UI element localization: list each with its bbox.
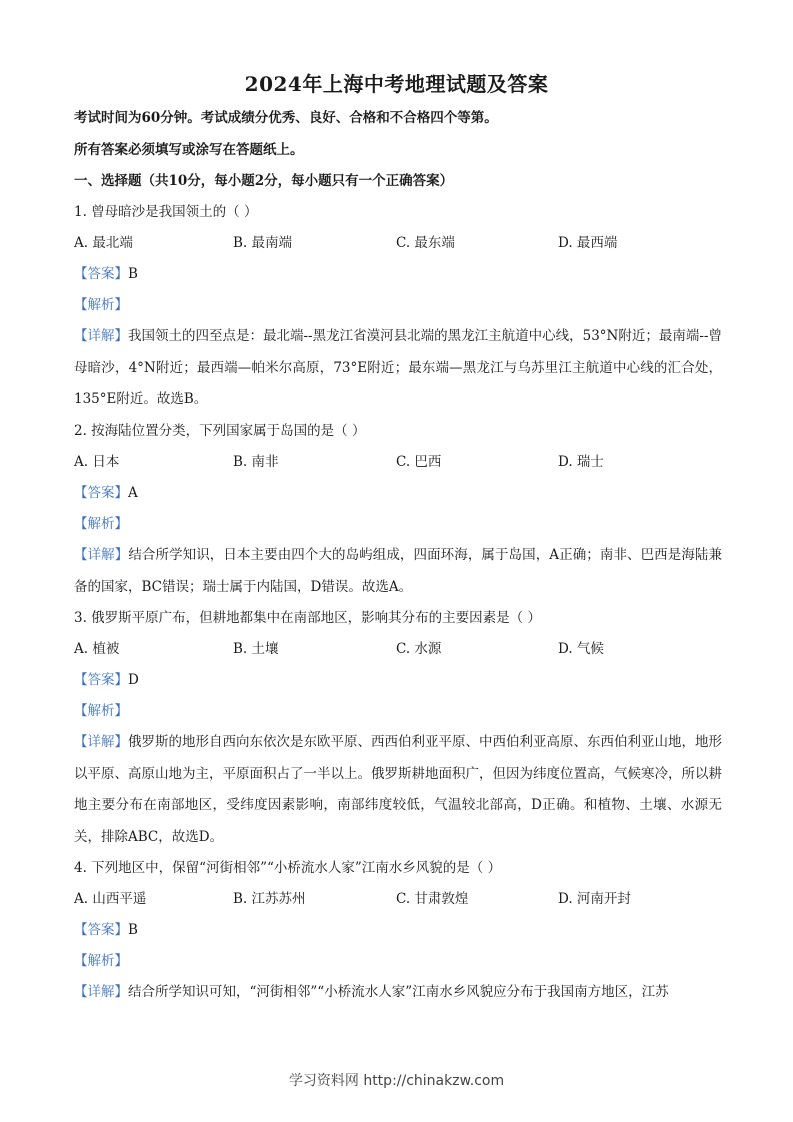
question-stem: 1. 曾母暗沙是我国领土的（ ）	[74, 204, 258, 220]
option-a: A. 日本	[74, 454, 120, 470]
answer-tag: 【答案】	[74, 922, 128, 938]
answer-value: B	[128, 266, 138, 282]
option-d: D. 气候	[558, 641, 604, 657]
option-c: C. 最东端	[396, 235, 455, 251]
option-b: B. 江苏苏州	[233, 891, 306, 907]
option-d: D. 瑞士	[558, 454, 604, 470]
option-d: D. 最西端	[558, 235, 618, 251]
option-c: C. 甘肃敦煌	[396, 891, 469, 907]
answer-line	[74, 483, 138, 503]
analysis-tag: 【解析】	[74, 516, 128, 532]
detail-text: 我国领土的四至点是：最北端--黑龙江省漠河县北端的黑龙江主航道中心线，53°N附近；最南端--曾母暗沙，4°N附近；最西端—帕米尔高原，73°E附近；最东端—黑龙江与乌苏里江主航道中心线的汇合处，135°E附近。故选B。	[74, 328, 722, 407]
option-a: A. 山西平遥	[74, 891, 147, 907]
detail-tag: 【详解】	[74, 328, 128, 344]
answer-tag: 【答案】	[74, 672, 128, 688]
option-c: C. 巴西	[396, 454, 442, 470]
option-a: A. 最北端	[74, 235, 133, 251]
option-a: A. 植被	[74, 641, 120, 657]
detail-tag: 【详解】	[74, 734, 128, 750]
question-stem: 2. 按海陆位置分类，下列国家属于岛国的是（ ）	[74, 423, 366, 439]
answer-line	[74, 264, 138, 284]
detail-text: 结合所学知识，日本主要由四个大的岛屿组成，四面环海，属于岛国，A正确；南非、巴西是海陆兼备的国家，BC错误；瑞士属于内陆国，D错误。故选A。	[74, 547, 723, 595]
detail-paragraph	[74, 977, 722, 1009]
option-b: B. 南非	[233, 454, 279, 470]
detail-text: 俄罗斯的地形自西向东依次是东欧平原、西西伯利亚平原、中西伯利亚高原、东西伯利亚山地，地形以平原、高原山地为主，平原面积占了一半以上。俄罗斯耕地面积广，但因为纬度位置高，气候寒冷，所以耕地主要分布在南部地区，受纬度因素影响，南部纬度较低，气温较北部高，D正确。和植物、土壤、水源无关，排除ABC，故选D。	[74, 734, 722, 845]
detail-paragraph	[74, 321, 722, 416]
detail-paragraph	[74, 540, 722, 603]
answer-value: A	[128, 485, 138, 501]
question-stem: 3. 俄罗斯平原广布，但耕地都集中在南部地区，影响其分布的主要因素是（ ）	[74, 610, 541, 626]
detail-paragraph	[74, 727, 722, 853]
answer-tag: 【答案】	[74, 485, 128, 501]
detail-text: 结合所学知识可知，“河街相邻”“小桥流水人家”江南水乡风貌应分布于我国南方地区，江苏	[128, 984, 669, 1000]
question-stem: 4. 下列地区中，保留“河街相邻”“小桥流水人家”江南水乡风貌的是（ ）	[74, 860, 502, 876]
page-title: 2024年上海中考地理试题及答案	[244, 72, 549, 96]
section-heading: 一、选择题（共10分，每小题2分，每小题只有一个正确答案）	[74, 173, 454, 189]
analysis-tag: 【解析】	[74, 297, 128, 313]
option-d: D. 河南开封	[558, 891, 631, 907]
answer-value: B	[128, 922, 138, 938]
detail-tag: 【详解】	[74, 547, 129, 563]
option-c: C. 水源	[396, 641, 442, 657]
answer-sheet-note: 所有答案必须填写或涂写在答题纸上。	[74, 142, 304, 158]
detail-tag: 【详解】	[74, 984, 128, 1000]
page-footer: 学习资料网 http://chinakzw.com	[288, 1073, 505, 1089]
exam-time-note: 考试时间为60分钟。考试成绩分优秀、良好、合格和不合格四个等第。	[74, 110, 498, 126]
answer-tag: 【答案】	[74, 266, 128, 282]
answer-line	[74, 920, 138, 940]
analysis-tag: 【解析】	[74, 953, 128, 969]
analysis-tag: 【解析】	[74, 703, 128, 719]
option-b: B. 最南端	[233, 235, 293, 251]
answer-value: D	[128, 672, 139, 688]
answer-line	[74, 670, 139, 690]
option-b: B. 土壤	[233, 641, 279, 657]
